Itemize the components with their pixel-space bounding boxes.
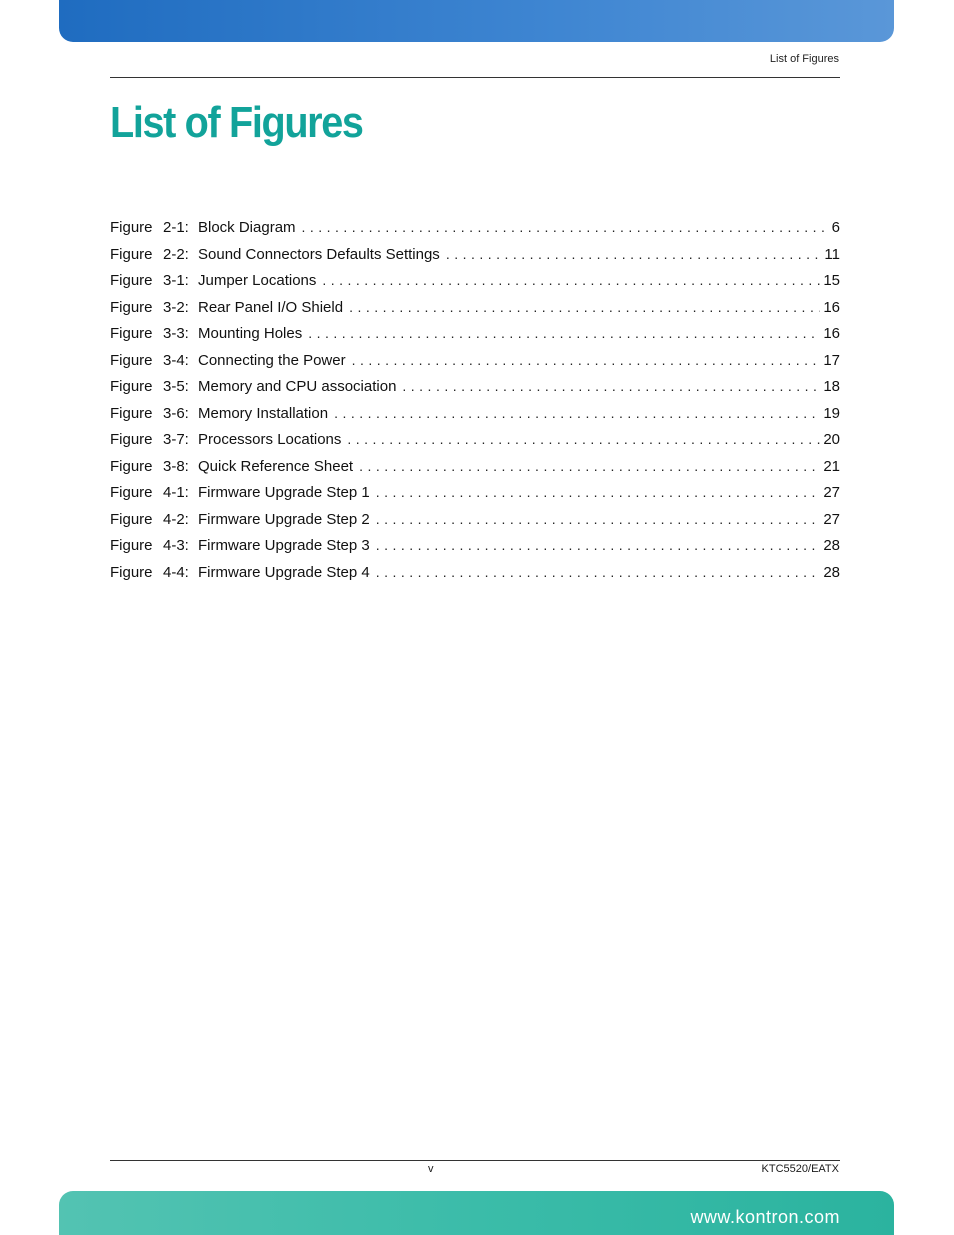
dot-leader <box>308 325 820 341</box>
figure-word: Figure <box>110 510 153 528</box>
figure-title: Rear Panel I/O Shield <box>198 298 344 316</box>
figure-list-item[interactable] <box>110 325 840 352</box>
dot-leader <box>352 352 821 368</box>
figure-title: Firmware Upgrade Step 3 <box>198 537 370 554</box>
figure-list <box>110 219 840 590</box>
figure-number: 2-1: <box>163 219 189 236</box>
figure-list-item[interactable] <box>110 272 840 299</box>
figure-page-number: 27 <box>823 484 840 501</box>
figure-entry-label <box>110 405 328 422</box>
figure-page-number: 11 <box>824 245 840 263</box>
figure-word: Figure <box>110 325 153 342</box>
figure-number: 4-1: <box>163 484 189 501</box>
figure-entry-label <box>110 352 346 369</box>
figure-title: Memory Installation <box>198 404 329 422</box>
bottom-banner <box>59 1191 894 1235</box>
dot-leader <box>334 405 820 421</box>
figure-title: Mounting Holes <box>198 325 303 342</box>
figure-title: Firmware Upgrade Step 2 <box>198 510 370 528</box>
figure-page-number: 20 <box>823 431 840 448</box>
figure-word: Figure <box>110 351 153 369</box>
dot-leader <box>359 458 820 474</box>
figure-page-number: 19 <box>823 404 840 422</box>
figure-number: 3-1: <box>163 272 189 289</box>
figure-word: Figure <box>110 298 153 316</box>
header-divider <box>110 77 840 78</box>
figure-entry-label <box>110 378 396 395</box>
figure-page-number: 17 <box>823 351 840 369</box>
figure-word: Figure <box>110 378 153 395</box>
figure-list-item[interactable] <box>110 299 840 326</box>
figure-word: Figure <box>110 245 153 263</box>
figure-list-item[interactable] <box>110 246 840 273</box>
figure-title: Memory and CPU association <box>198 378 397 395</box>
figure-list-item[interactable] <box>110 219 840 246</box>
figure-title: Firmware Upgrade Step 1 <box>198 484 370 501</box>
dot-leader <box>402 378 820 394</box>
figure-list-item[interactable] <box>110 378 840 405</box>
figure-entry-label <box>110 537 370 554</box>
figure-list-item[interactable] <box>110 484 840 511</box>
dot-leader <box>349 299 820 315</box>
page-title: List of Figures <box>110 98 363 147</box>
figure-list-item[interactable] <box>110 458 840 485</box>
website-link[interactable]: www.kontron.com <box>690 1207 840 1227</box>
figure-title: Quick Reference Sheet <box>198 457 354 475</box>
figure-entry-label <box>110 431 341 448</box>
figure-page-number: 18 <box>823 378 840 395</box>
figure-list-item[interactable] <box>110 564 840 591</box>
running-header-title: List of Figures <box>769 53 839 65</box>
figure-title: Firmware Upgrade Step 4 <box>198 563 370 581</box>
figure-number: 3-3: <box>163 325 189 342</box>
dot-leader <box>347 431 820 447</box>
figure-page-number: 16 <box>823 298 840 316</box>
figure-entry-label <box>110 219 296 236</box>
figure-number: 2-2: <box>163 245 189 263</box>
figure-number: 3-6: <box>163 404 189 422</box>
dot-leader <box>322 272 820 288</box>
figure-list-item[interactable] <box>110 431 840 458</box>
figure-title: Block Diagram <box>198 219 296 236</box>
figure-page-number: 28 <box>823 537 840 554</box>
figure-number: 3-7: <box>163 431 189 448</box>
footer-document-id: KTC5520/EATX <box>761 1163 839 1175</box>
figure-word: Figure <box>110 272 153 289</box>
figure-title: Connecting the Power <box>198 351 346 369</box>
figure-number: 3-8: <box>163 457 189 475</box>
figure-word: Figure <box>110 457 153 475</box>
figure-entry-label <box>110 458 353 475</box>
figure-word: Figure <box>110 484 153 501</box>
footer-divider <box>110 1160 840 1161</box>
figure-entry-label <box>110 272 316 289</box>
figure-entry-label <box>110 484 370 501</box>
figure-page-number: 28 <box>823 563 840 581</box>
footer-page-number: v <box>428 1163 434 1175</box>
figure-entry-label <box>110 246 440 263</box>
figure-word: Figure <box>110 404 153 422</box>
figure-list-item[interactable] <box>110 352 840 379</box>
figure-number: 4-3: <box>163 537 189 554</box>
figure-list-item[interactable] <box>110 405 840 432</box>
figure-page-number: 16 <box>823 325 840 342</box>
figure-entry-label <box>110 511 370 528</box>
dot-leader <box>376 564 821 580</box>
figure-page-number: 21 <box>823 457 840 475</box>
figure-title: Processors Locations <box>198 431 342 448</box>
top-banner <box>59 0 894 42</box>
dot-leader <box>446 246 822 262</box>
figure-number: 3-4: <box>163 351 189 369</box>
figure-page-number: 27 <box>823 510 840 528</box>
dot-leader <box>302 219 829 235</box>
figure-title: Jumper Locations <box>198 272 317 289</box>
figure-number: 4-4: <box>163 563 189 581</box>
dot-leader <box>376 537 821 553</box>
figure-number: 3-5: <box>163 378 189 395</box>
figure-entry-label <box>110 564 370 581</box>
figure-page-number: 6 <box>831 219 840 236</box>
figure-word: Figure <box>110 537 153 554</box>
figure-title: Sound Connectors Defaults Settings <box>198 245 440 263</box>
figure-entry-label <box>110 325 302 342</box>
figure-word: Figure <box>110 431 153 448</box>
dot-leader <box>376 511 821 527</box>
figure-number: 4-2: <box>163 510 189 528</box>
figure-word: Figure <box>110 563 153 581</box>
figure-word: Figure <box>110 219 153 236</box>
figure-list-item[interactable] <box>110 537 840 564</box>
figure-entry-label <box>110 299 343 316</box>
figure-list-item[interactable] <box>110 511 840 538</box>
figure-page-number: 15 <box>823 272 840 289</box>
dot-leader <box>376 484 821 500</box>
figure-number: 3-2: <box>163 298 189 316</box>
